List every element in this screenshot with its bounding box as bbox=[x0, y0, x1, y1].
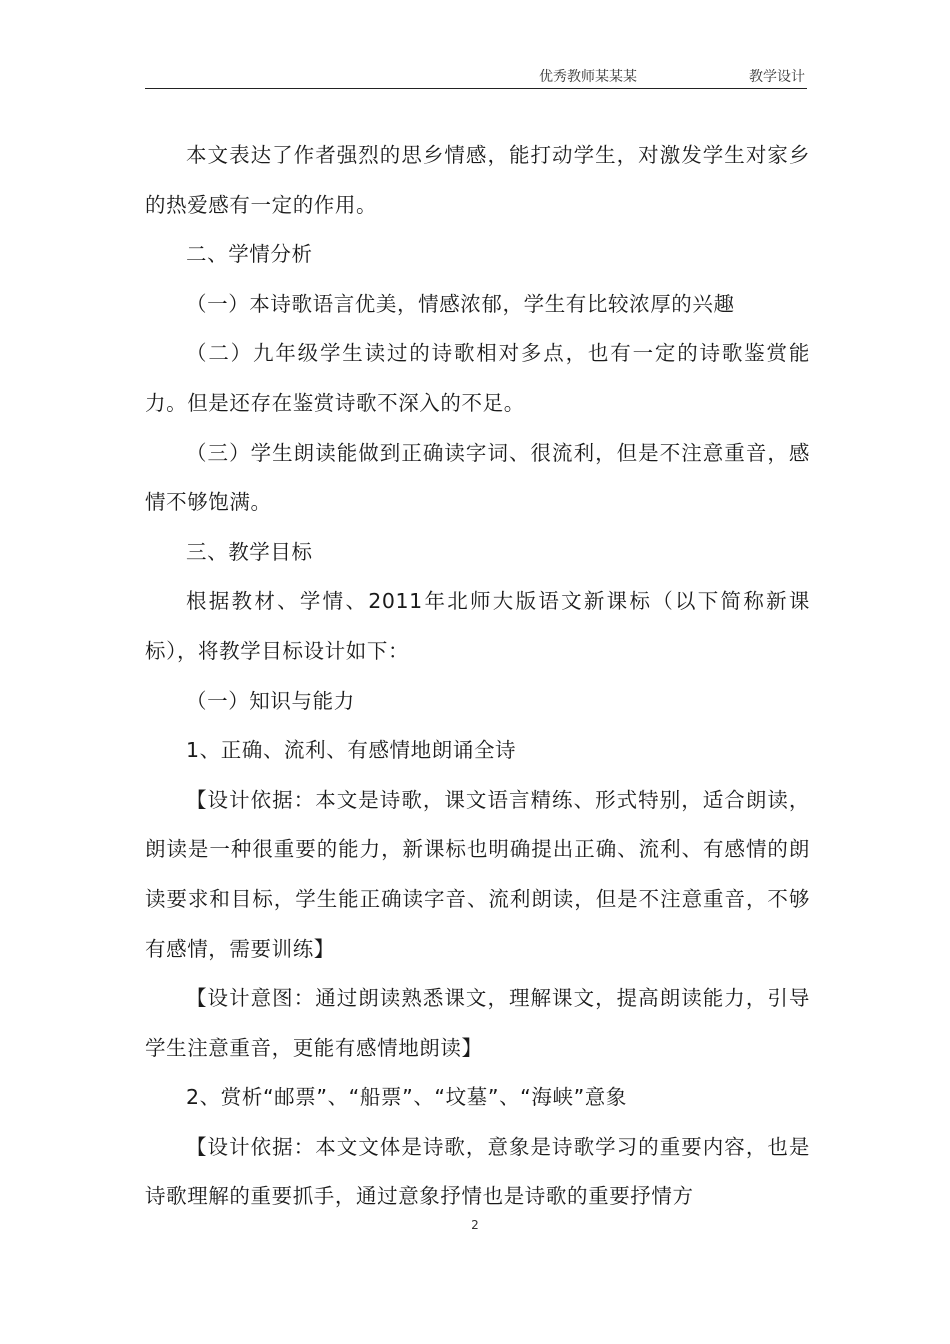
design-basis-note: 【设计依据：本文是诗歌，课文语言精练、形式特别，适合朗读，朗读是一种很重要的能力，新课标也明确提出正确、流利、有感情的朗读要求和目标，学生能正确读字音、流利朗读，但是不注意重音，不够有感情，需要训练】 bbox=[145, 787, 810, 961]
paragraph: （三）学生朗读能做到正确读字词、很流利，但是不注意重音，感情不够饱满。 bbox=[145, 440, 810, 515]
paragraph: 本文表达了作者强烈的思乡情感，能打动学生，对激发学生对家乡的热爱感有一定的作用。 bbox=[145, 143, 810, 217]
subsection-heading: （一）知识与能力 bbox=[186, 688, 355, 713]
section-heading: 二、学情分析 bbox=[186, 242, 313, 267]
paragraph: （二）九年级学生读过的诗歌相对多点，也有一定的诗歌鉴赏能力。但是还存在鉴赏诗歌不深入的不足。 bbox=[145, 341, 810, 415]
paragraph: （一）本诗歌语言优美，情感浓郁，学生有比较浓厚的兴趣 bbox=[186, 291, 735, 316]
list-item: 2、赏析“邮票”、“船票”、“坟墓”、“海峡”意象 bbox=[186, 1085, 628, 1110]
section-heading: 三、教学目标 bbox=[186, 539, 313, 564]
header-author: 优秀教师某某某 bbox=[539, 69, 637, 85]
design-basis-note: 【设计依据：本文文体是诗歌，意象是诗歌学习的重要内容，也是诗歌理解的重要抓手，通过意象抒情也是诗歌的重要抒情方 bbox=[145, 1134, 810, 1209]
page-header bbox=[145, 66, 807, 89]
design-intent-note: 【设计意图：通过朗读熟悉课文，理解课文，提高朗读能力，引导学生注意重音，更能有感情地朗读】 bbox=[145, 986, 810, 1060]
header-doc-type: 教学设计 bbox=[749, 69, 805, 85]
document-body bbox=[145, 131, 810, 1222]
page-number: 2 bbox=[471, 1218, 479, 1232]
paragraph: 根据教材、学情、2011年北师大版语文新课标（以下简称新课标），将教学目标设计如下： bbox=[145, 589, 810, 663]
list-item: 1、正确、流利、有感情地朗诵全诗 bbox=[186, 738, 517, 763]
